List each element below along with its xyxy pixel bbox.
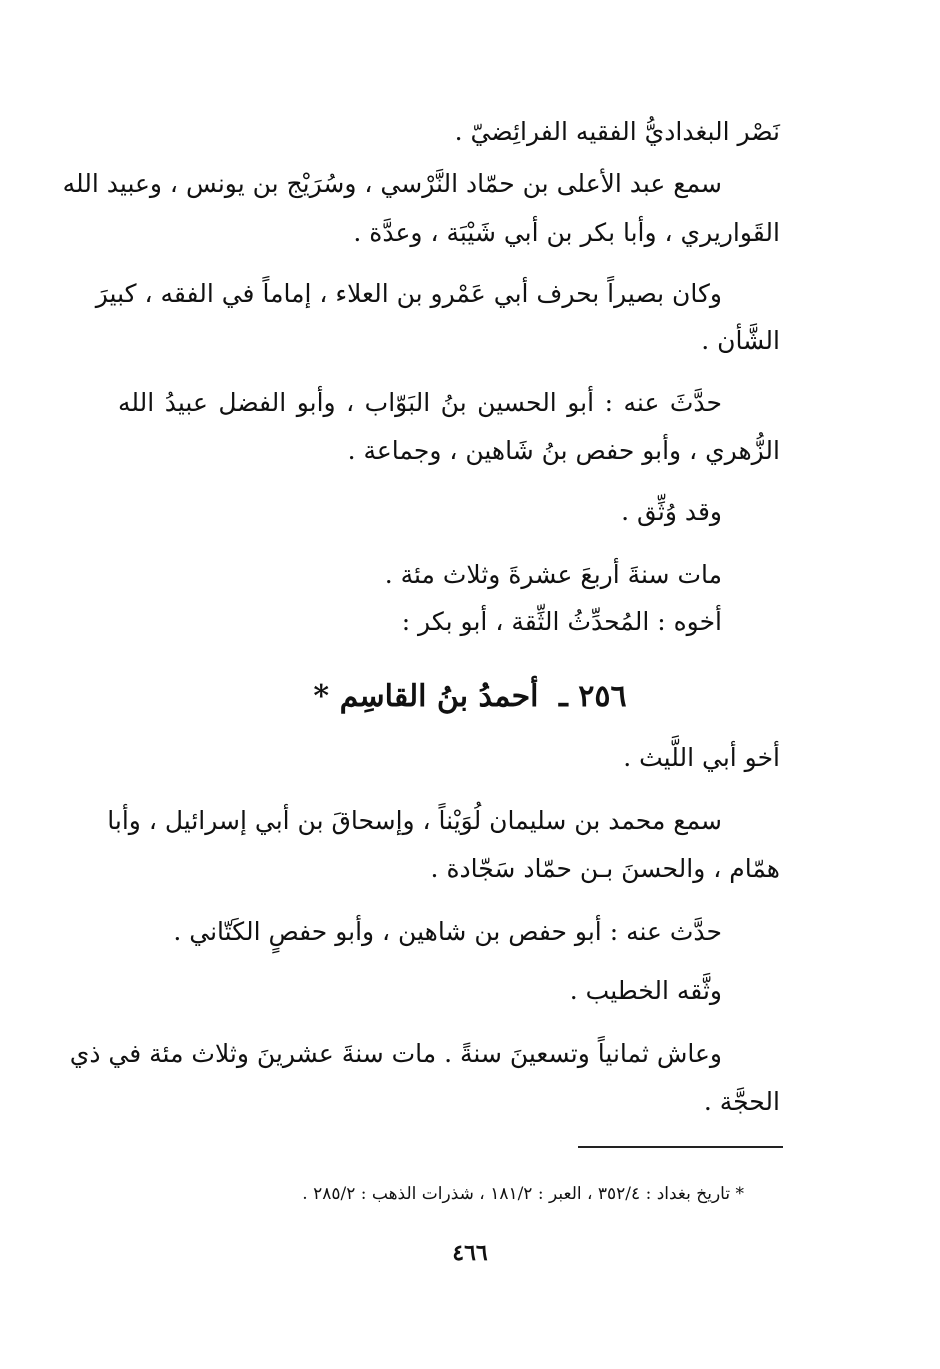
text-line: حدَّثَ عنه : أبو الحسين بنُ البَوّاب ، وأبو الفضل عبيدُ الله xyxy=(118,388,722,417)
text-line: وعاش ثمانياً وتسعينَ سنةً . مات سنةَ عشرينَ وثلاث مئة في ذي xyxy=(69,1039,722,1068)
text-line: سمع محمد بن سليمان لُوَيْناً ، وإسحاقَ بن أبي إسرائيل ، وأبا xyxy=(107,806,722,835)
footnote-divider xyxy=(578,1146,783,1148)
text-line: وكان بصيراً بحرف أبي عَمْرو بن العلاء ، إماماً في الفقه ، كبيرَ xyxy=(95,279,722,308)
footnote-mark: * xyxy=(313,679,330,714)
text-line: أخوه : المُحدِّثُ الثِّقة ، أبو بكر : xyxy=(401,607,722,636)
text-line: الشَّأن . xyxy=(701,326,780,355)
text-line: وثَّقه الخطيب . xyxy=(569,976,722,1005)
entry-heading xyxy=(0,676,940,718)
entry-number: ٢٥٦ ـ xyxy=(558,679,627,714)
text-line: همّام ، والحسنَ بـن حمّاد سَجّادة . xyxy=(430,854,780,883)
text-line: سمع عبد الأعلى بن حمّاد النَّرْسي ، وسُرَيْج بن يونس ، وعبيد الله xyxy=(62,169,722,198)
entry-name: أحمدُ بنُ القاسِم xyxy=(339,679,539,714)
text-line: أخو أبي اللَّيث . xyxy=(623,743,780,772)
text-line: الحجَّة . xyxy=(703,1087,780,1116)
footnote: * تاريخ بغداد : ٣٥٢/٤ ، العبر : ١٨١/٢ ، شذرات الذهب : ٢٨٥/٢ . xyxy=(302,1184,744,1204)
page-number: ٤٦٦ xyxy=(452,1240,488,1266)
text-line: وقد وُثِّق . xyxy=(621,497,722,526)
text-line: نَصْر البغداديُّ الفقيه الفرائِضيّ . xyxy=(454,117,780,146)
text-line: مات سنةَ أربعَ عشرةَ وثلاث مئة . xyxy=(384,560,722,589)
text-line: القَواريري ، وأبا بكر بن أبي شَيْبَة ، وعدَّة . xyxy=(353,218,780,247)
text-line: الزُّهري ، وأبو حفص بنُ شَاهين ، وجماعة . xyxy=(347,436,780,465)
text-line: حدَّث عنه : أبو حفص بن شاهين ، وأبو حفصٍ الكَتّاني . xyxy=(173,917,722,946)
